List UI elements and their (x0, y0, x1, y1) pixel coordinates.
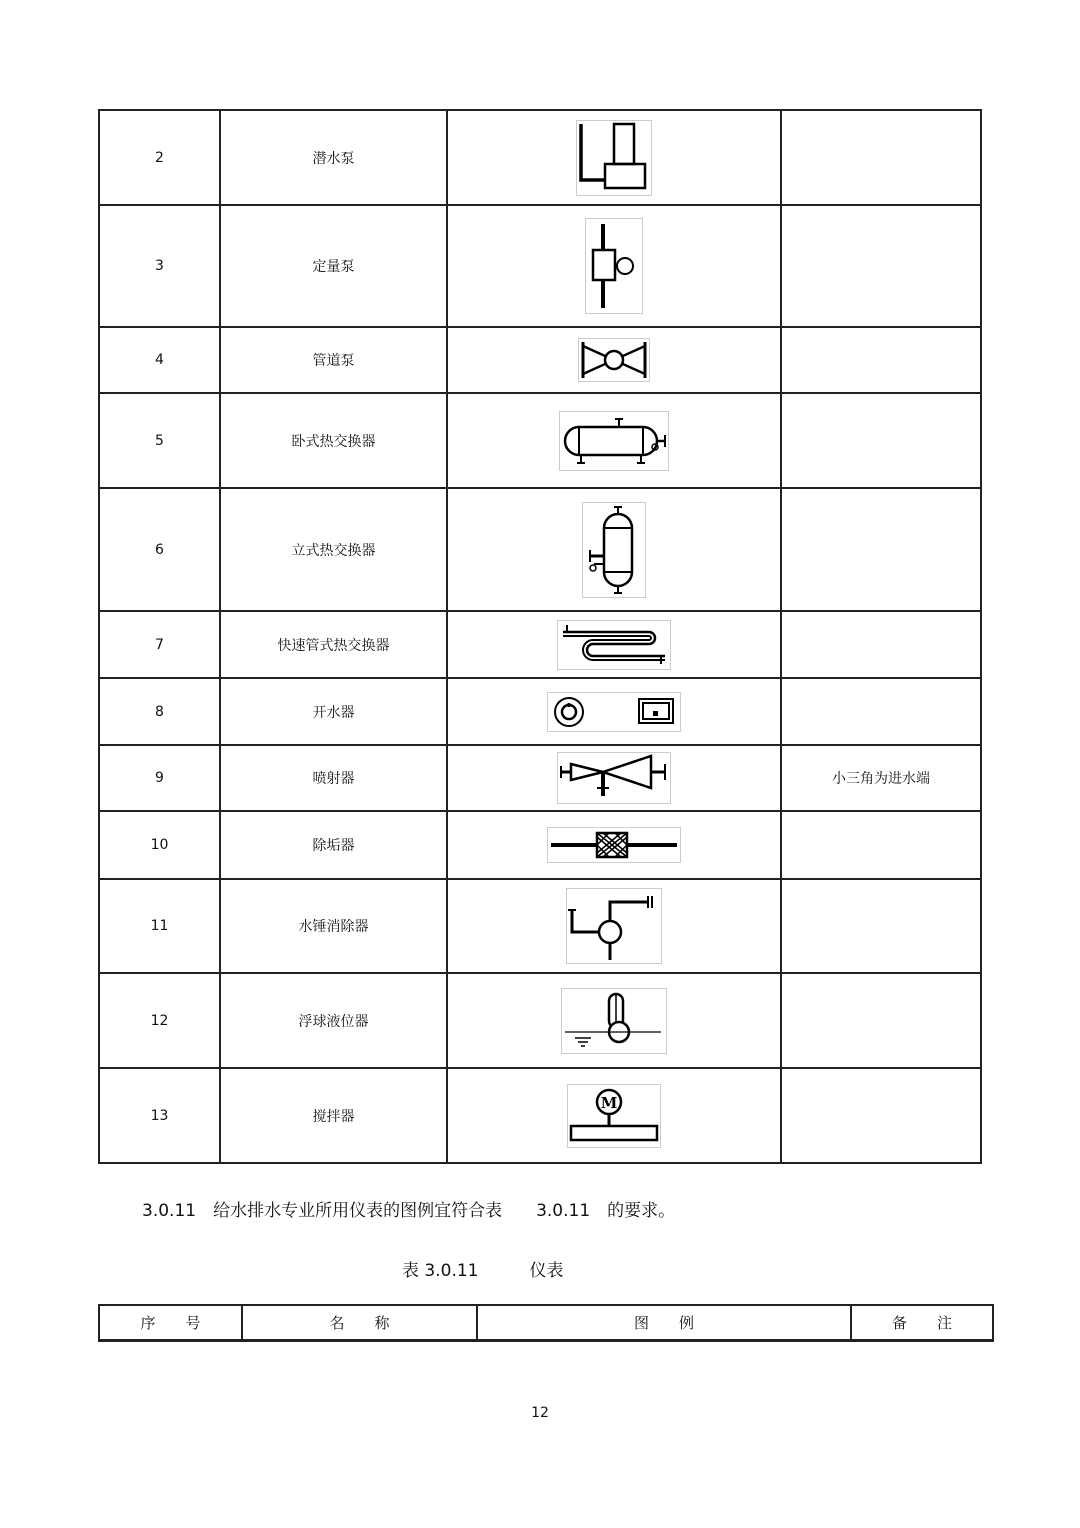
row-name: 水锤消除器 (220, 879, 447, 973)
table-row (99, 611, 981, 678)
mixer-icon (567, 1084, 661, 1148)
table-row (99, 678, 981, 745)
metering-pump-icon (585, 218, 643, 314)
row-name: 潜水泵 (220, 110, 447, 205)
row-name: 立式热交换器 (220, 488, 447, 611)
row-note (781, 393, 981, 488)
row-number: 11 (99, 879, 220, 973)
symbol-table (98, 109, 982, 1164)
vertical-heat-exchanger-icon (582, 502, 646, 598)
row-name: 喷射器 (220, 745, 447, 811)
row-name: 搅拌器 (220, 1068, 447, 1163)
row-number: 10 (99, 811, 220, 879)
row-number: 7 (99, 611, 220, 678)
row-name: 除垢器 (220, 811, 447, 879)
table-row (99, 811, 981, 879)
table-caption: 表 3.0.11 仪表 (402, 1261, 564, 1281)
row-note (781, 1068, 981, 1163)
row-note (781, 678, 981, 745)
row-number: 4 (99, 327, 220, 393)
table-row (99, 745, 981, 811)
row-note (781, 205, 981, 327)
header-figure: 图 例 (477, 1305, 851, 1341)
table-row (99, 879, 981, 973)
fast-tube-heat-exchanger-icon (557, 620, 671, 670)
float-level-gauge-icon (561, 988, 667, 1054)
table-row (99, 973, 981, 1068)
table-row (99, 393, 981, 488)
row-number: 12 (99, 973, 220, 1068)
row-number: 5 (99, 393, 220, 488)
mixer-motor-letter: M (600, 1093, 618, 1112)
descaler-icon (547, 827, 681, 863)
water-boiler-icon (547, 692, 681, 732)
pipeline-pump-icon (578, 338, 650, 382)
row-note (781, 110, 981, 205)
submersible-pump-icon (576, 120, 652, 196)
row-note (781, 611, 981, 678)
table-row (99, 205, 981, 327)
row-number: 3 (99, 205, 220, 327)
row-number: 9 (99, 745, 220, 811)
row-name: 快速管式热交换器 (220, 611, 447, 678)
row-number: 6 (99, 488, 220, 611)
row-name: 开水器 (220, 678, 447, 745)
row-number: 2 (99, 110, 220, 205)
table-row (99, 327, 981, 393)
table-row (99, 1068, 981, 1163)
row-name: 浮球液位器 (220, 973, 447, 1068)
row-name: 定量泵 (220, 205, 447, 327)
horizontal-heat-exchanger-icon (559, 411, 669, 471)
water-hammer-arrester-icon (566, 888, 662, 964)
row-number: 13 (99, 1068, 220, 1163)
row-note (781, 811, 981, 879)
row-number: 8 (99, 678, 220, 745)
clause-paragraph: 3.0.11 给水排水专业所用仪表的图例宜符合表 3.0.11 的要求。 (142, 1201, 676, 1221)
row-name: 卧式热交换器 (220, 393, 447, 488)
row-name: 管道泵 (220, 327, 447, 393)
header-note: 备 注 (851, 1305, 993, 1341)
ejector-icon (557, 752, 671, 804)
row-note: 小三角为进水端 (781, 745, 981, 811)
header-name: 名 称 (242, 1305, 477, 1341)
row-note (781, 879, 981, 973)
table-row (99, 110, 981, 205)
instrument-table-header (98, 1304, 994, 1342)
page-number: 12 (531, 1405, 549, 1421)
row-note (781, 973, 981, 1068)
row-note (781, 488, 981, 611)
row-note (781, 327, 981, 393)
table-row (99, 488, 981, 611)
header-no: 序 号 (99, 1305, 242, 1341)
